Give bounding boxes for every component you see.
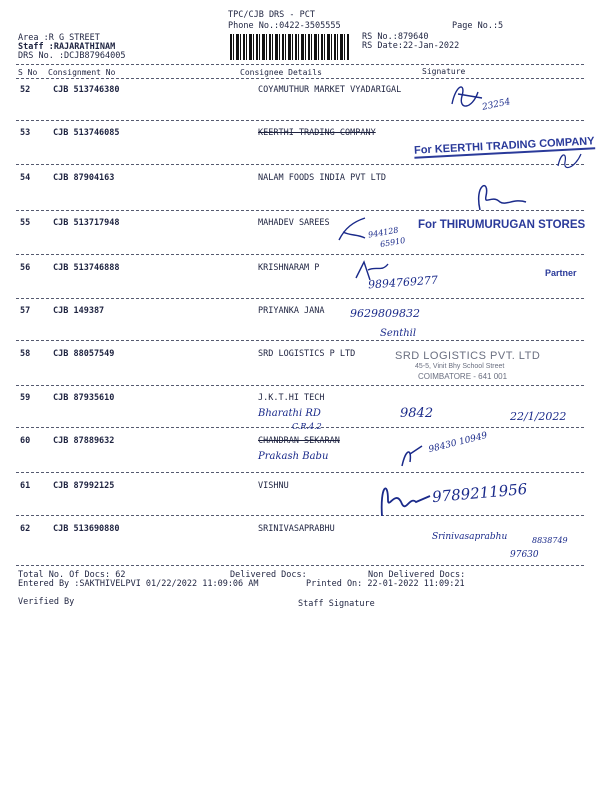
table-row-consignee: MAHADEV SAREES — [258, 218, 330, 228]
divider — [16, 78, 584, 79]
table-row-consignee: SRINIVASAPRABHU — [258, 524, 335, 534]
table-row-consignee: COYAMUTHUR MARKET VYADARIGAL — [258, 85, 402, 95]
handwritten-number: Senthil — [380, 328, 417, 339]
entered-by: Entered By :SAKTHIVELPVI 01/22/2022 11:09:06 AM — [18, 579, 259, 589]
table-row-consignment: CJB 87992125 — [53, 481, 115, 491]
handwritten-text: C.R.4.2 — [292, 422, 322, 431]
divider — [16, 120, 584, 121]
divider — [16, 298, 584, 299]
drs-number: DRS No. :DCJB87964005 — [18, 51, 126, 61]
col-consignee: Consignee Details — [240, 68, 322, 77]
phone-number: Phone No.:0422-3505555 — [228, 21, 341, 31]
table-row-consignment: CJB 87904163 — [53, 173, 115, 183]
col-consignment: Consignment No — [48, 68, 116, 77]
handwritten-number: 23254 — [481, 97, 512, 113]
divider — [16, 254, 584, 255]
col-sno: S No — [18, 68, 38, 77]
signature-scribble — [352, 258, 392, 286]
table-row-consignee: PRIYANKA JANA — [258, 306, 325, 316]
handwritten-number: 9789211956 — [431, 479, 529, 507]
delivered-docs: Delivered Docs: — [230, 570, 307, 580]
divider — [16, 385, 584, 386]
table-row-sno: 53 — [20, 128, 31, 138]
table-row-sno: 58 — [20, 349, 31, 359]
doc-title: TPC/CJB DRS - PCT — [228, 10, 315, 20]
barcode-image — [230, 34, 350, 60]
handwritten-date: 22/1/2022 — [510, 410, 567, 423]
table-row-consignment: CJB 87889632 — [53, 436, 115, 446]
stamp-thirumurugan: For THIRUMURUGAN STORES — [418, 219, 586, 231]
table-row-consignment: CJB 513717948 — [53, 218, 120, 228]
handwritten-number: 97630 — [510, 550, 539, 560]
stamp-keerthi: For KEERTHI TRADING COMPANY — [413, 135, 595, 157]
table-row-consignee: CHANDRAN SEKARAN — [258, 436, 340, 446]
handwritten-name: Prakash Babu — [258, 451, 329, 462]
divider — [16, 64, 584, 65]
table-row-sno: 61 — [20, 481, 31, 491]
table-row-consignment: CJB 513746085 — [53, 128, 120, 138]
table-row-sno: 54 — [20, 173, 31, 183]
col-signature: Signature — [422, 67, 466, 76]
printed-on: Printed On: 22-01-2022 11:09:21 — [306, 579, 465, 589]
stamp-srd-line1: SRD LOGISTICS PVT. LTD — [395, 350, 541, 362]
signature-scribble — [335, 214, 371, 246]
table-row-consignee: KEERTHI TRADING COMPANY — [258, 128, 376, 138]
page-number: Page No.:5 — [452, 21, 504, 31]
staff-label: Staff :RAJARATHINAM — [18, 42, 116, 52]
table-row-consignee: VISHNU — [258, 481, 289, 491]
handwritten-number: 9629809832 — [350, 307, 420, 320]
rs-number: RS No.:879640 — [362, 32, 429, 42]
signature-scribble — [448, 80, 488, 112]
table-row-sno: 55 — [20, 218, 31, 228]
verified-by: Verified By — [18, 597, 75, 607]
divider — [16, 472, 584, 473]
table-row-consignment: CJB 513690880 — [53, 524, 120, 534]
table-row-consignee: NALAM FOODS INDIA PVT LTD — [258, 173, 386, 183]
table-row-sno: 59 — [20, 393, 31, 403]
divider — [16, 164, 584, 165]
stamp-srd-line3: COIMBATORE - 641 001 — [418, 372, 508, 381]
table-row-consignment: CJB 513746380 — [53, 85, 120, 95]
signature-scribble — [398, 444, 428, 470]
handwritten-number: 8838749 — [532, 536, 568, 545]
handwritten-name: Bharathi RD — [258, 408, 321, 419]
handwritten-number: 9894769277 — [367, 273, 439, 292]
divider — [16, 565, 584, 566]
table-row-sno: 62 — [20, 524, 31, 534]
divider — [16, 340, 584, 341]
table-row-sno: 52 — [20, 85, 31, 95]
table-row-sno: 60 — [20, 436, 31, 446]
table-row-sno: 56 — [20, 263, 31, 273]
signature-scribble — [470, 176, 530, 216]
table-row-consignee: SRD LOGISTICS P LTD — [258, 349, 356, 359]
table-row-sno: 57 — [20, 306, 31, 316]
non-delivered-docs: Non Delivered Docs: — [368, 570, 466, 580]
total-docs: Total No. Of Docs: 62 — [18, 570, 126, 580]
handwritten-number: 98430 10949 — [427, 430, 489, 456]
table-row-consignment: CJB 513746888 — [53, 263, 120, 273]
rs-date: RS Date:22-Jan-2022 — [362, 41, 460, 51]
divider — [16, 515, 584, 516]
staff-signature: Staff Signature — [298, 599, 375, 609]
table-row-consignment: CJB 88057549 — [53, 349, 115, 359]
stamp-partner: Partner — [545, 268, 577, 278]
stamp-srd-line2: 45-5, Vinit Bhy School Street — [415, 363, 505, 370]
handwritten-number: 9842 — [400, 406, 434, 421]
signature-scribble — [374, 476, 434, 520]
table-row-consignment: CJB 149387 — [53, 306, 105, 316]
handwritten-number: 944128 — [367, 225, 400, 240]
table-row-consignee: J.K.T.HI TECH — [258, 393, 325, 403]
table-row-consignee: KRISHNARAM P — [258, 263, 320, 273]
handwritten-name: Srinivasaprabhu — [432, 532, 508, 542]
signature-scribble — [555, 148, 585, 170]
handwritten-number: 65910 — [379, 235, 407, 250]
area-label: Area :R G STREET — [18, 33, 100, 43]
table-row-consignment: CJB 87935610 — [53, 393, 115, 403]
